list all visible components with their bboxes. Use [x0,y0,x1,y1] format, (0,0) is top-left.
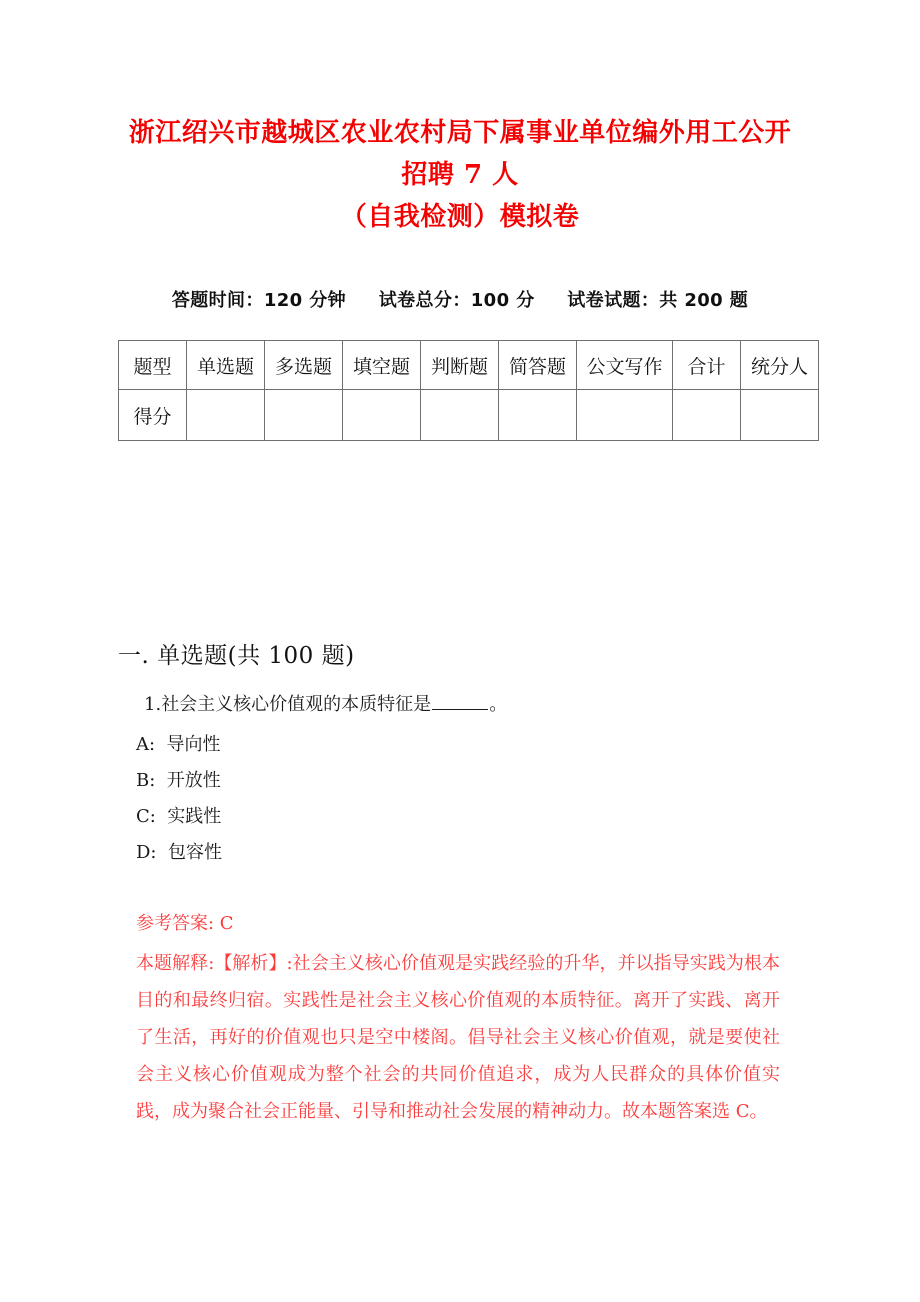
question-stem-suffix: 。 [489,694,508,715]
score-cell-5[interactable] [577,390,673,441]
page-title-line-1: 浙江绍兴市越城区农业农村局下属事业单位编外用工公开招聘 7 人 [128,118,792,190]
option-a-letter: A: [136,734,156,755]
reference-answer: 参考答案: C [136,913,234,934]
answer-area [0,871,920,1130]
exam-meta [0,238,920,312]
table-header-cell-2: 多选题 [265,341,343,390]
exam-question-count: 试卷试题：共 200 题 [567,290,749,311]
page-title-line-2: （自我检测）模拟卷 [340,202,580,232]
option-c-letter: C: [136,806,156,827]
option-list [136,723,782,871]
table-header-cell-5: 简答题 [499,341,577,390]
table-header-cell-4: 判断题 [421,341,499,390]
score-cell-3[interactable] [421,390,499,441]
table-header-cell-3: 填空题 [343,341,421,390]
score-cell-4[interactable] [499,390,577,441]
table-header-cell-1: 单选题 [187,341,265,390]
score-table-container [0,312,920,441]
question-explanation: 本题解释:【解析】:社会主义核心价值观是实践经验的升华，并以指导实践为根本目的和最终归宿。实践性是社会主义核心价值观的本质特征。离开了实践、离开了生活，再好的价值观也只是空中楼阁。倡导社会主义核心价值观，就是要使社会主义核心价值观成为整个社会的共同价值追求，成为人民群众的具体价值实践，成为聚合社会正能量、引导和推动社会发展的精神动力。故本题答案选 C。 [136,953,780,1122]
question-stem [136,686,782,723]
option-a-text: 导向性 [166,734,221,755]
table-header-cell-8: 统分人 [741,341,819,390]
table-header-cell-0: 题型 [119,341,187,390]
question-block [0,670,920,871]
option-b-text: 开放性 [166,770,221,791]
table-row [119,390,819,441]
page-title [0,0,920,238]
option-c[interactable] [136,799,782,835]
score-cell-0[interactable] [187,390,265,441]
option-d[interactable] [136,835,782,871]
score-table [118,340,819,441]
table-header-row [119,341,819,390]
section-heading: 一. 单选题(共 100 题) [118,643,355,669]
exam-total-score: 试卷总分：100 分 [378,290,535,311]
option-a[interactable] [136,727,782,763]
score-cell-2[interactable] [343,390,421,441]
score-cell-6[interactable] [673,390,741,441]
score-row-label: 得分 [119,390,187,441]
score-cell-7[interactable] [741,390,819,441]
table-header-cell-7: 合计 [673,341,741,390]
exam-duration: 答题时间：120 分钟 [171,290,347,311]
table-header-cell-6: 公文写作 [577,341,673,390]
option-b-letter: B: [136,770,156,791]
score-cell-1[interactable] [265,390,343,441]
question-stem-text: 社会主义核心价值观的本质特征是 [161,694,432,715]
option-c-text: 实践性 [167,806,222,827]
option-b[interactable] [136,763,782,799]
answer-blank[interactable] [432,694,488,710]
question-number: 1. [144,694,162,715]
option-d-text: 包容性 [167,842,222,863]
option-d-letter: D: [136,842,157,863]
